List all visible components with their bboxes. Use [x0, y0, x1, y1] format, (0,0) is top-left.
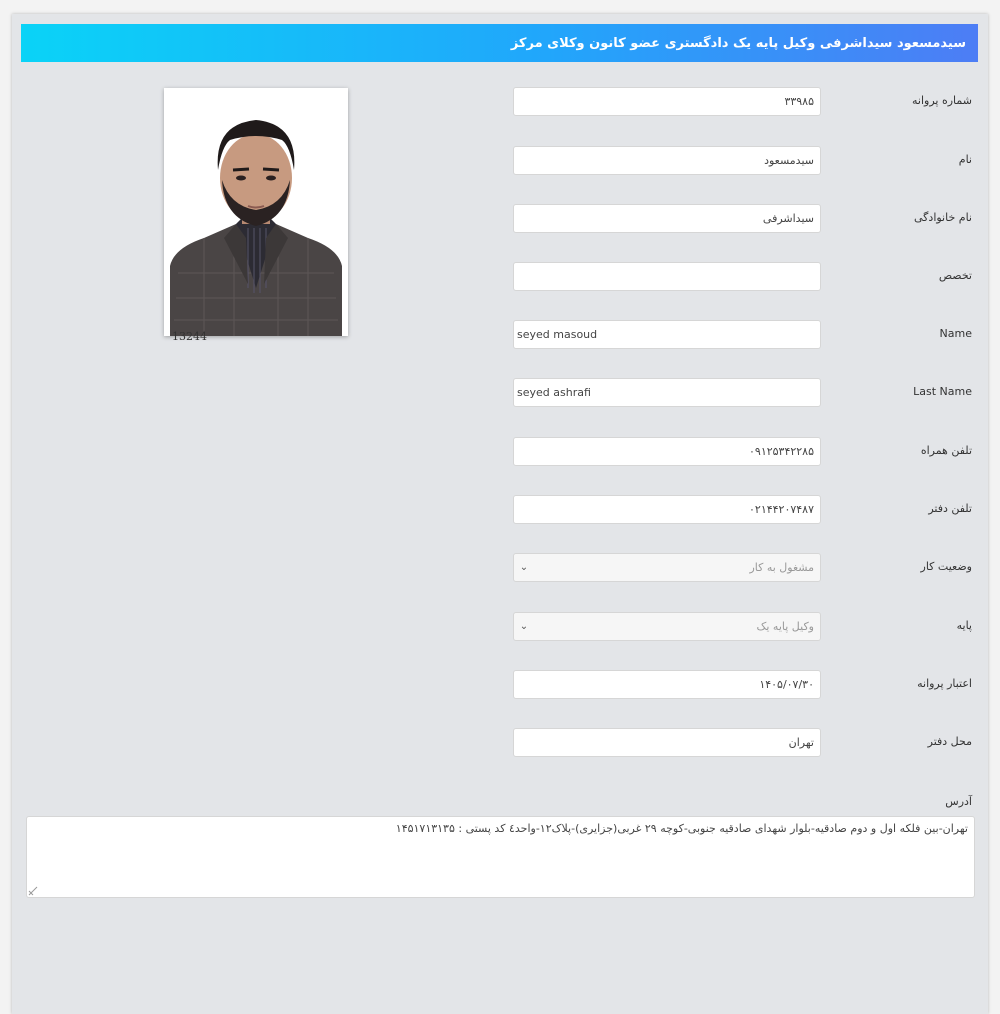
last-name-en-input[interactable]: seyed ashrafi — [513, 378, 821, 407]
portrait-image — [164, 88, 348, 343]
license-validity-label: اعتبار پروانه — [917, 677, 972, 690]
address-text: تهران-بین فلکه اول و دوم صادقیه-بلوار شهدای صادقیه جنوبی-کوچه ۲۹ غربی(جزایری)-پلاک۱۲-واحد٤ کد پستی : ۱۴۵۱۷۱۳۱۳۵ — [395, 822, 968, 835]
last-name-input[interactable]: سیداشرفی — [513, 204, 821, 233]
last-name-label: نام خانوادگی — [914, 211, 972, 224]
last-name-en-label: Last Name — [913, 385, 972, 398]
work-status-label: وضعیت کار — [920, 560, 972, 573]
work-status-select[interactable] — [513, 553, 821, 582]
chevron-down-icon[interactable]: ⌄ — [519, 621, 529, 632]
photo-caption: 13244 — [172, 330, 207, 343]
first-name-input[interactable]: سیدمسعود — [513, 146, 821, 175]
office-phone-label: تلفن دفتر — [928, 502, 972, 515]
grade-value: وکیل پایه یک — [756, 620, 814, 633]
license-validity-input[interactable]: ۱۴۰۵/۰۷/۳۰ — [513, 670, 821, 699]
specialty-label: تخصص — [938, 269, 972, 282]
chevron-down-icon[interactable]: ⌄ — [519, 562, 529, 573]
license-number-input[interactable]: ۳۳۹۸۵ — [513, 87, 821, 116]
lawyer-photo — [164, 88, 348, 343]
license-number-label: شماره پروانه — [912, 94, 972, 107]
office-location-label: محل دفتر — [927, 735, 972, 748]
address-label: آدرس — [945, 795, 972, 808]
office-phone-input[interactable]: ۰۲۱۴۴۲۰۷۴۸۷ — [513, 495, 821, 524]
name-en-label: Name — [939, 327, 972, 340]
page-title: سیدمسعود سیداشرفی وکیل پایه یک دادگستری عضو کانون وکلای مرکز — [21, 24, 978, 62]
first-name-label: نام — [958, 153, 972, 166]
work-status-value: مشغول به کار — [749, 561, 814, 574]
resize-grip-icon[interactable] — [29, 887, 37, 895]
mobile-label: تلفن همراه — [920, 444, 972, 457]
name-en-input[interactable]: seyed masoud — [513, 320, 821, 349]
grade-select[interactable] — [513, 612, 821, 641]
address-textarea[interactable] — [26, 816, 975, 898]
office-location-input[interactable]: تهران — [513, 728, 821, 757]
grade-label: پایه — [956, 619, 972, 632]
profile-panel — [12, 14, 988, 1014]
mobile-input[interactable]: ۰۹۱۲۵۳۴۲۲۸۵ — [513, 437, 821, 466]
specialty-input[interactable] — [513, 262, 821, 291]
